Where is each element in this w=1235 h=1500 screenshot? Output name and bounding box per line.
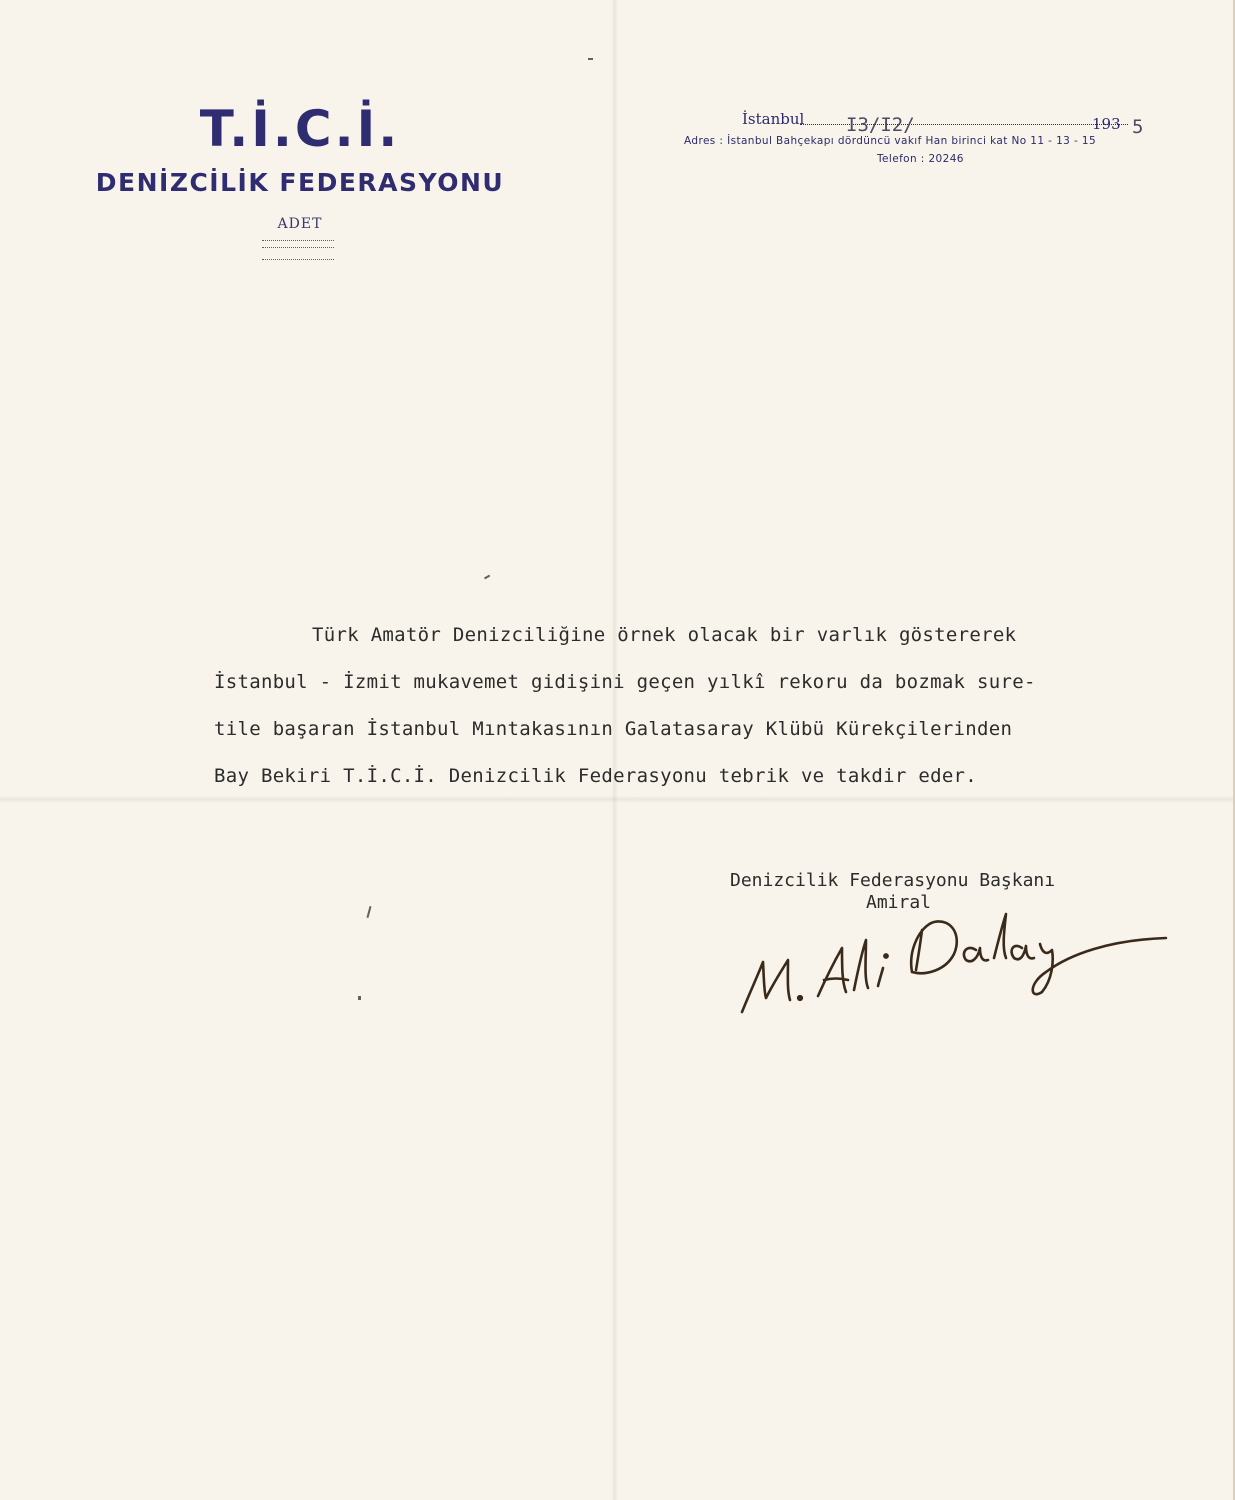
body-line: İstanbul - İzmit mukavemet gidişini geçen yılkî rekoru da bozmak sure- — [214, 671, 1036, 693]
signatory-rank: Amiral — [866, 892, 932, 913]
handwritten-signature — [730, 900, 1170, 1025]
phone-line: Telefon : 20246 — [877, 153, 964, 165]
organization-name: DENİZCİLİK FEDERASYONU — [95, 168, 505, 197]
paper-speck — [484, 575, 490, 579]
letter-body — [214, 612, 1174, 800]
letterhead-logo: T.İ.C.İ. — [199, 100, 401, 158]
typed-date: I3/I2/ — [846, 114, 915, 136]
paper-speck — [588, 58, 593, 60]
adet-field-lines — [262, 240, 334, 260]
signatory-title: Denizcilik Federasyonu Başkanı — [730, 870, 1056, 891]
address-line: Adres : İstanbul Bahçekapı dördüncü vakıf Han birinci kat No 11 - 13 - 15 — [684, 135, 1097, 147]
adet-label: ADET — [277, 216, 323, 232]
year-prefix: 193 — [1092, 115, 1121, 133]
place-label: İstanbul — [742, 110, 805, 128]
body-line: Türk Amatör Denizciliğine örnek olacak bir varlık göstererek — [312, 624, 1017, 646]
body-line: tile başaran İstanbul Mıntakasının Galatasaray Klübü Kürekçilerinden — [214, 718, 1013, 740]
date-line — [742, 110, 1162, 138]
paper-speck — [358, 996, 361, 1000]
typed-year-digit: 5 — [1132, 116, 1144, 138]
paper-speck — [366, 906, 371, 918]
body-line: Bay Bekiri T.İ.C.İ. Denizcilik Federasyonu tebrik ve takdir eder. — [214, 765, 978, 787]
